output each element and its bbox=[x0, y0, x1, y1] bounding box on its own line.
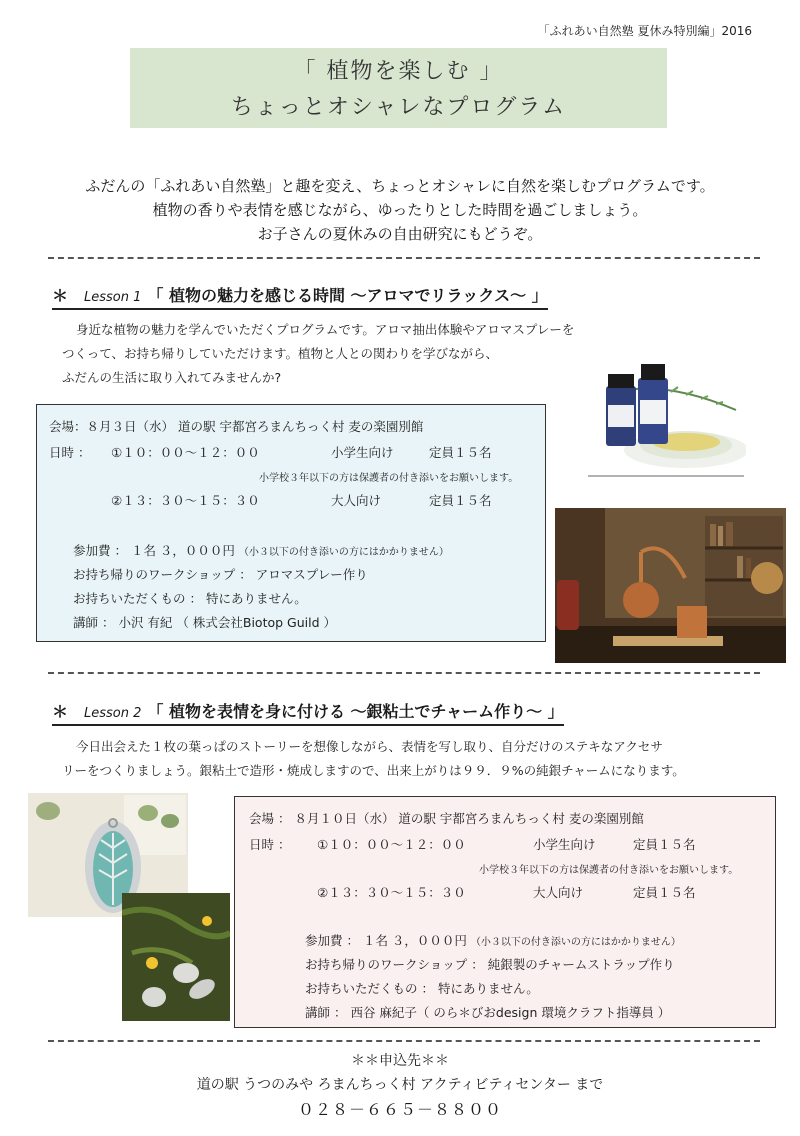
session2-capacity: 定員１５名 bbox=[429, 493, 492, 508]
lesson1-heading bbox=[52, 283, 548, 310]
fee-text bbox=[305, 931, 681, 949]
lesson-title: 「 植物を表情を身に付ける ～銀粘土でチャーム作り～ 」 bbox=[147, 702, 564, 721]
fee-text bbox=[73, 541, 449, 559]
fee-note: （小３以下の付き添いの方にはかかりません） bbox=[470, 937, 681, 948]
description-line: ふだんの生活に取り入れてみませんか? bbox=[62, 370, 282, 385]
fee-value: 参加費 ： １名 ３，０００円 bbox=[73, 543, 235, 558]
series-tag: 「ふれあい自然塾 夏休み特別編」2016 bbox=[537, 24, 752, 38]
apply-place: 道の駅 うつのみや ろまんちっく村 アクティビティセンター まで bbox=[196, 1077, 604, 1093]
time-label: 日時 ： bbox=[249, 837, 291, 852]
lesson-marker: ＊ bbox=[52, 286, 69, 305]
session1-target: 小学生向け bbox=[533, 837, 596, 852]
lesson2-info-box bbox=[234, 796, 776, 1028]
venue-text: 会場：８月３日（水） 道の駅 宇都宮ろまんちっく村 麦の楽園別館 bbox=[49, 419, 424, 434]
venue-text: 会場 ： ８月１０日（水） 道の駅 宇都宮ろまんちっく村 麦の楽園別館 bbox=[249, 811, 644, 826]
session1-capacity: 定員１５名 bbox=[429, 445, 492, 460]
time-label: 日時 ： bbox=[49, 445, 91, 460]
session1-time: ①１０：００～１２：００ bbox=[111, 445, 260, 460]
divider bbox=[48, 672, 760, 674]
intro-line: お子さんの夏休みの自由研究にもどうぞ。 bbox=[257, 225, 543, 243]
instructor-text: 講師 ： 西谷 麻紀子（ のら＊びおdesign 環境クラフト指導員 ） bbox=[305, 1005, 671, 1020]
lesson-number: Lesson 2 bbox=[84, 706, 142, 721]
description-line: リーをつくりましょう。銀粘土で造形・焼成しますので、出来上がりは９９．９%の純銀チャームになります。 bbox=[62, 763, 685, 778]
instructor-text: 講師 ： 小沢 有紀 （ 株式会社Biotop Guild ） bbox=[73, 615, 336, 630]
intro-line: ふだんの「ふれあい自然塾」と趣を変え、ちょっとオシャレに自然を楽しむプログラムです。 bbox=[85, 177, 715, 195]
session2-target: 大人向け bbox=[533, 885, 584, 900]
intro-text bbox=[30, 174, 770, 246]
lesson1-info-box bbox=[36, 404, 546, 642]
bring-text: お持ちいただくもの ： 特にありません。 bbox=[73, 591, 307, 606]
guardian-note: 小学校３年以下の方は保護者の付き添いをお願いします。 bbox=[259, 473, 519, 484]
guardian-note: 小学校３年以下の方は保護者の付き添いをお願いします。 bbox=[479, 865, 739, 876]
phone-number: ０２８－６６５－８８００ bbox=[297, 1100, 502, 1119]
title-banner bbox=[130, 48, 667, 128]
workshop-text: お持ち帰りのワークショップ ： 純銀製のチャームストラップ作り bbox=[305, 957, 675, 972]
workshop-text: お持ち帰りのワークショップ ： アロマスプレー作り bbox=[73, 567, 368, 582]
charms-on-grass-photo bbox=[122, 893, 230, 1021]
fee-note: （小３以下の付き添いの方にはかかりません） bbox=[238, 547, 449, 558]
description-line: つくって、お持ち帰りしていただけます。植物と人との関わりを学びながら、 bbox=[62, 346, 499, 361]
title-line-1: 「 植物を楽しむ 」 bbox=[293, 59, 504, 84]
lesson-title: 「 植物の魅力を感じる時間 ～アロマでリラックス～ 」 bbox=[147, 286, 548, 305]
session1-target: 小学生向け bbox=[331, 445, 394, 460]
title-line-2: ちょっとオシャレなプログラム bbox=[230, 95, 567, 120]
session2-time: ②１３：３０～１５：３０ bbox=[111, 493, 260, 508]
apply-label: ＊＊申込先＊＊ bbox=[351, 1053, 449, 1069]
session2-capacity: 定員１５名 bbox=[633, 885, 696, 900]
lesson-number: Lesson 1 bbox=[84, 290, 142, 305]
aroma-oil-photo bbox=[586, 350, 746, 478]
lesson2-description bbox=[62, 735, 685, 783]
description-line: 今日出会えた１枚の葉っぱのストーリーを想像しながら、表情を写し取り、自分だけのステキなアクセサ bbox=[76, 739, 663, 754]
divider bbox=[48, 1040, 760, 1042]
fee-value: 参加費 ： １名 ３，０００円 bbox=[305, 933, 467, 948]
lesson-marker: ＊ bbox=[52, 702, 69, 721]
session2-time: ②１３：３０～１５：３０ bbox=[317, 885, 466, 900]
description-line: 身近な植物の魅力を学んでいただくプログラムです。アロマ抽出体験やアロマスプレーを bbox=[76, 322, 575, 337]
bring-text: お持ちいただくもの ： 特にありません。 bbox=[305, 981, 539, 996]
distiller-photo bbox=[555, 508, 786, 663]
lesson2-heading bbox=[52, 699, 564, 726]
lesson1-description bbox=[62, 318, 574, 390]
session2-target: 大人向け bbox=[331, 493, 382, 508]
session1-capacity: 定員１５名 bbox=[633, 837, 696, 852]
intro-line: 植物の香りや表情を感じながら、ゆったりとした時間を過ごしましょう。 bbox=[152, 201, 648, 219]
divider bbox=[48, 257, 760, 259]
session1-time: ①１０：００～１２：００ bbox=[317, 837, 466, 852]
